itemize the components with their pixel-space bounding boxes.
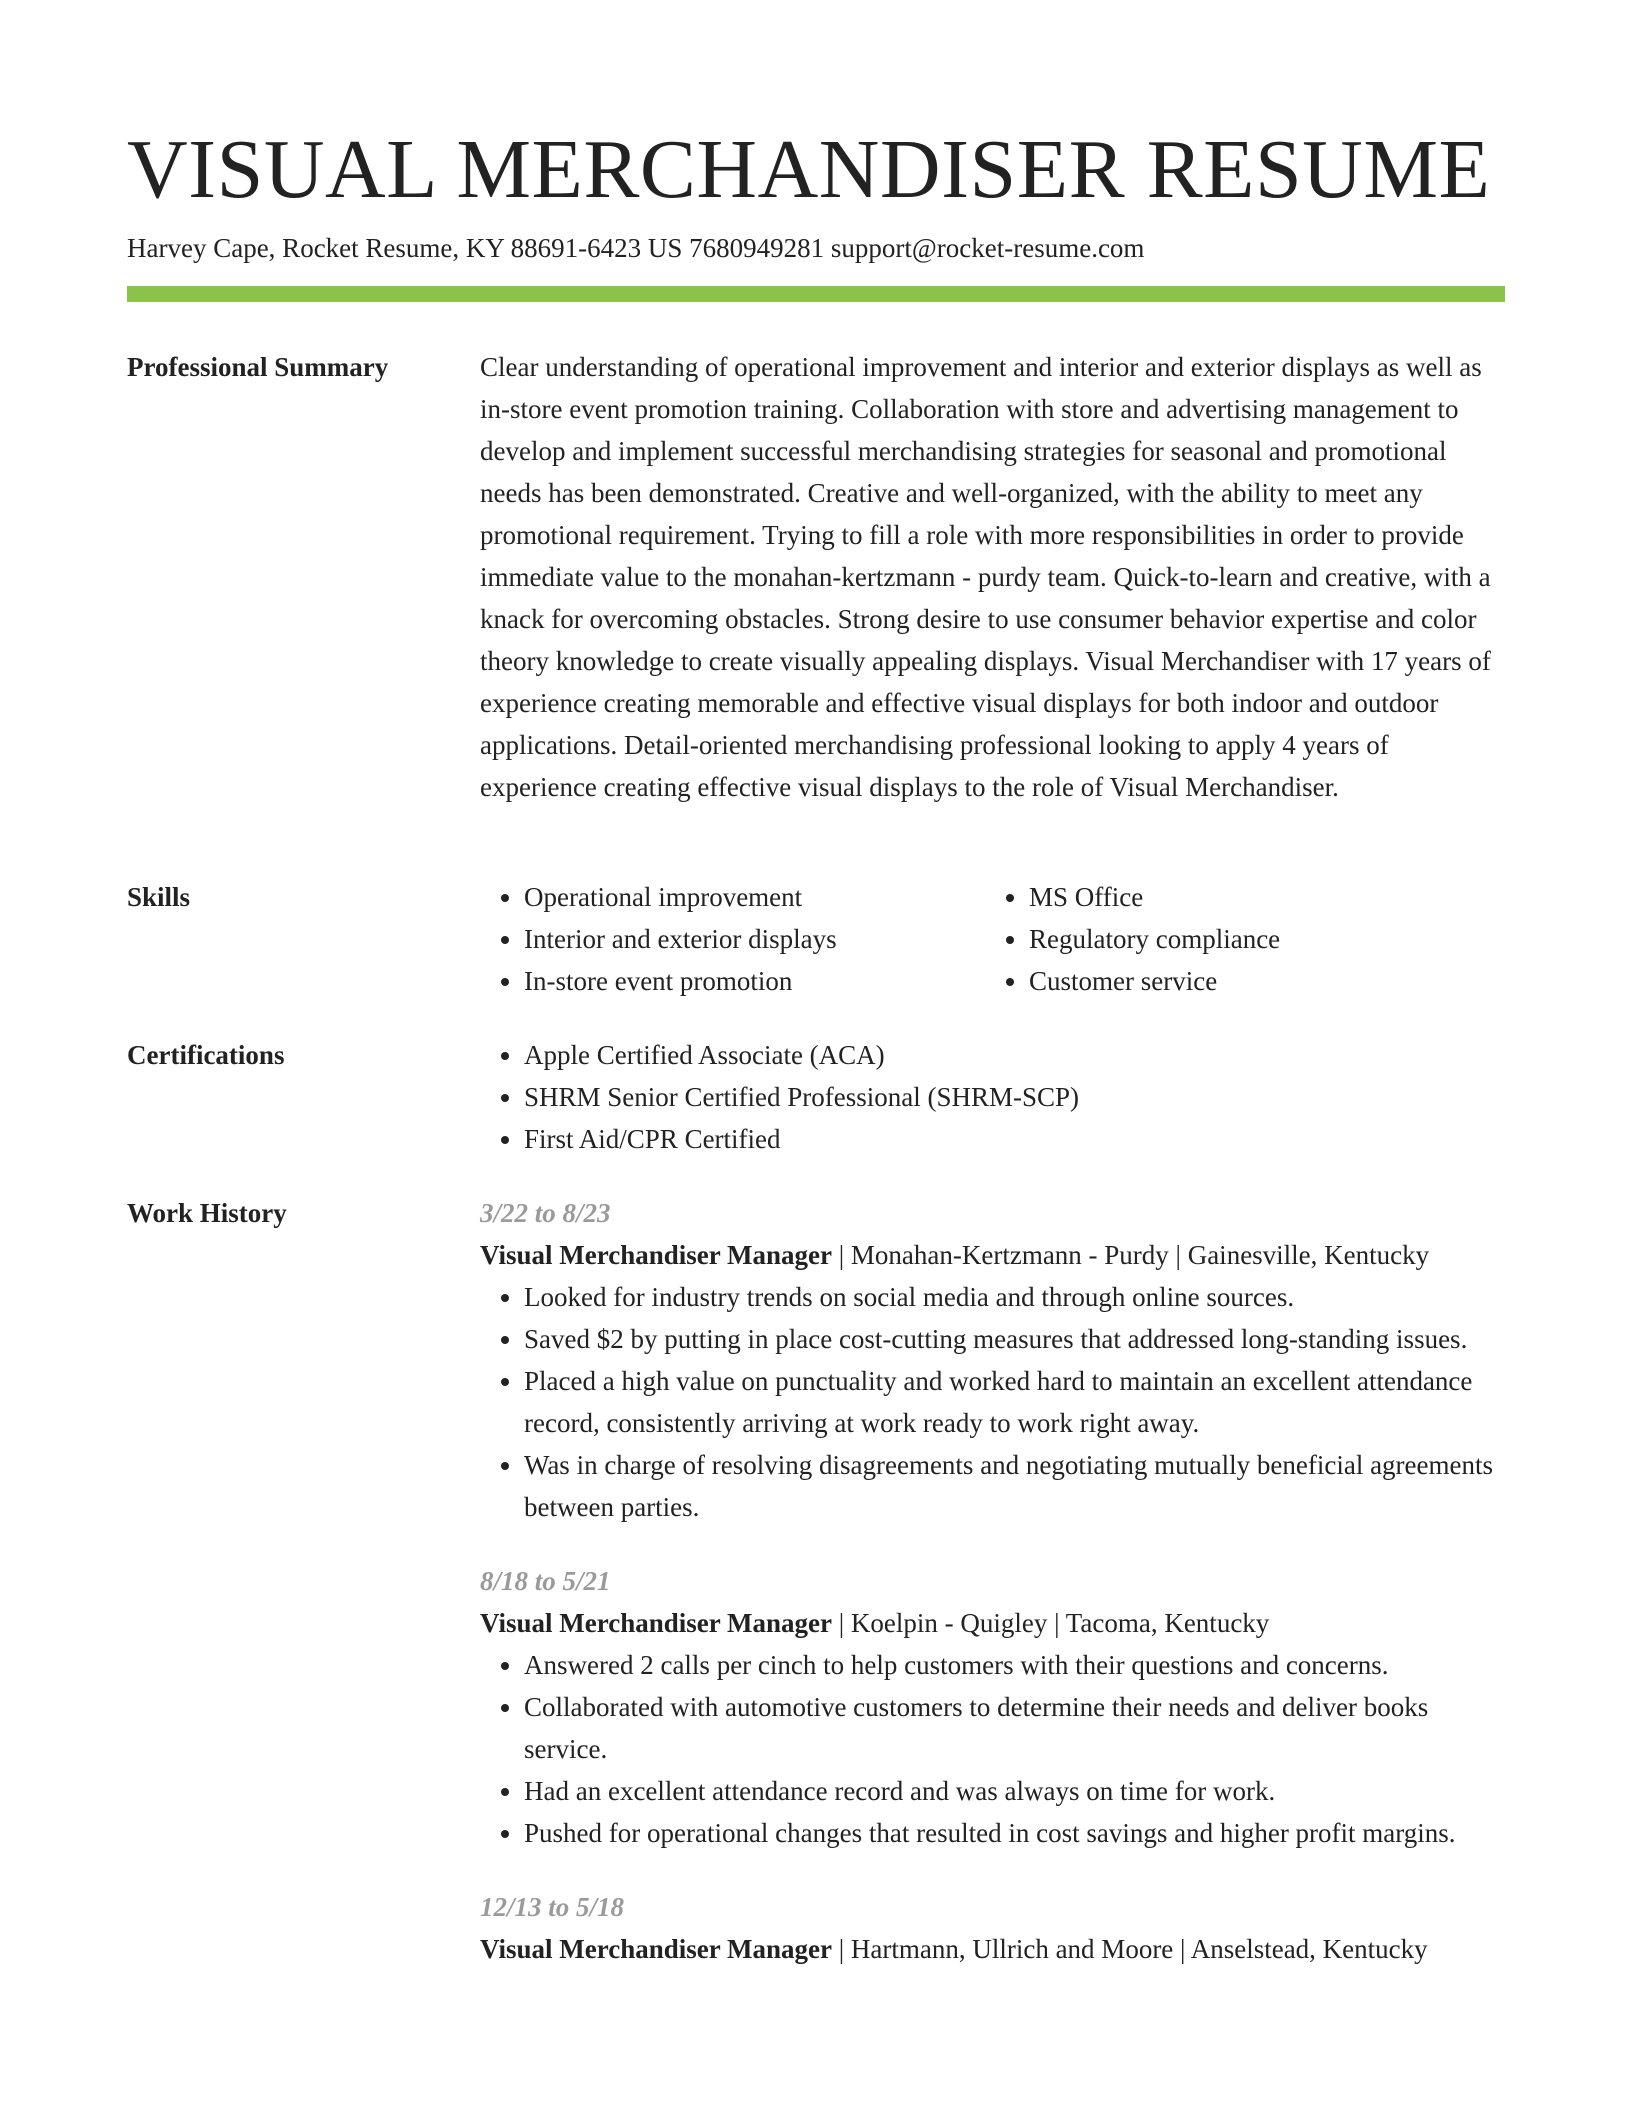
skill-item: • Interior and exterior displays [524, 918, 985, 960]
job-dates: 12/13 to 5/18 [480, 1892, 625, 1922]
job-heading [480, 1928, 1505, 1970]
job-bullet: • Placed a high value on punctuality and worked hard to maintain an excellent attendance record, consistently arriving at work ready to work right away. [524, 1360, 1505, 1444]
job-bullet: • Pushed for operational changes that resulted in cost savings and higher profit margins. [524, 1812, 1505, 1854]
skill-item: • Customer service [1029, 960, 1490, 1002]
job-bullet: • Looked for industry trends on social media and through online sources. [524, 1276, 1505, 1318]
job-bullets [480, 1276, 1505, 1528]
accent-divider [127, 286, 1505, 302]
skills-columns [480, 876, 1505, 1002]
job-entry [480, 1886, 1505, 1970]
certifications-body [480, 1034, 1505, 1160]
job-title: Visual Merchandiser Manager [480, 1608, 832, 1638]
section-label-summary: Professional Summary [127, 352, 389, 382]
summary-text: Clear understanding of operational improvement and interior and exterior displays as well as in-store event promotion training. Collaboration with store and advertising management to develop and implement successful merchandising strategies for seasonal and promotional needs has been demonstrated. Creative and well-organized, with the ability to meet any promotional requirement. Trying to fill a role with more responsibilities in order to provide immediate value to the monahan-kertzmann - purdy team. Quick-to-learn and creative, with a knack for overcoming obstacles. Strong desire to use consumer behavior expertise and color theory knowledge to create visually appealing displays. Visual Merchandiser with 17 years of experience creating memorable and effective visual displays for both indoor and outdoor applications. Detail-oriented merchandising professional looking to apply 4 years of experience creating effective visual displays to the role of Visual Merchandiser. [480, 352, 1491, 802]
section-label-certifications: Certifications [127, 1040, 285, 1070]
resume-title: VISUAL MERCHANDISER RESUME [127, 123, 1491, 216]
job-bullet: • Saved $2 by putting in place cost-cutting measures that addressed long-standing issues. [524, 1318, 1505, 1360]
contact-address: Harvey Cape, Rocket Resume, KY 88691-6423 US [127, 233, 683, 263]
skills-list-right [985, 876, 1490, 1002]
job-bullet: • Answered 2 calls per cinch to help customers with their questions and concerns. [524, 1644, 1505, 1686]
job-title: Visual Merchandiser Manager [480, 1934, 832, 1964]
job-heading [480, 1602, 1505, 1644]
section-label-work-history: Work History [127, 1198, 287, 1228]
certification-item: • First Aid/CPR Certified [524, 1118, 1505, 1160]
work-history-body [480, 1192, 1505, 2002]
certification-item: • Apple Certified Associate (ACA) [524, 1034, 1505, 1076]
job-bullet: • Had an excellent attendance record and was always on time for work. [524, 1770, 1505, 1812]
skill-item: • Regulatory compliance [1029, 918, 1490, 960]
job-entry [480, 1560, 1505, 1854]
job-dates: 8/18 to 5/21 [480, 1566, 611, 1596]
job-dates: 3/22 to 8/23 [480, 1198, 611, 1228]
skills-column-right [985, 876, 1490, 1002]
contact-phone: 7680949281 [689, 233, 825, 263]
skills-body [480, 876, 1505, 1002]
job-bullet: • Collaborated with automotive customers to determine their needs and deliver books service. [524, 1686, 1505, 1770]
skill-item: • MS Office [1029, 876, 1490, 918]
job-entry [480, 1192, 1505, 1528]
certification-item: • SHRM Senior Certified Professional (SHRM-SCP) [524, 1076, 1505, 1118]
job-bullets [480, 1644, 1505, 1854]
job-title: Visual Merchandiser Manager [480, 1240, 832, 1270]
summary-body [480, 346, 1505, 808]
certifications-list [480, 1034, 1505, 1160]
job-details: | Monahan-Kertzmann - Purdy | Gainesville, Kentucky [831, 1240, 1430, 1270]
job-bullet: • Was in charge of resolving disagreements and negotiating mutually beneficial agreements between parties. [524, 1444, 1505, 1528]
skill-item: • Operational improvement [524, 876, 985, 918]
section-label-skills: Skills [127, 882, 191, 912]
skill-item: • In-store event promotion [524, 960, 985, 1002]
skills-column-left [480, 876, 985, 1002]
contact-email: support@rocket-resume.com [830, 233, 1145, 263]
job-details: | Hartmann, Ullrich and Moore | Anselstead, Kentucky [831, 1934, 1428, 1964]
job-heading [480, 1234, 1505, 1276]
job-details: | Koelpin - Quigley | Tacoma, Kentucky [831, 1608, 1270, 1638]
skills-list-left [480, 876, 985, 1002]
contact-line [127, 230, 1144, 266]
